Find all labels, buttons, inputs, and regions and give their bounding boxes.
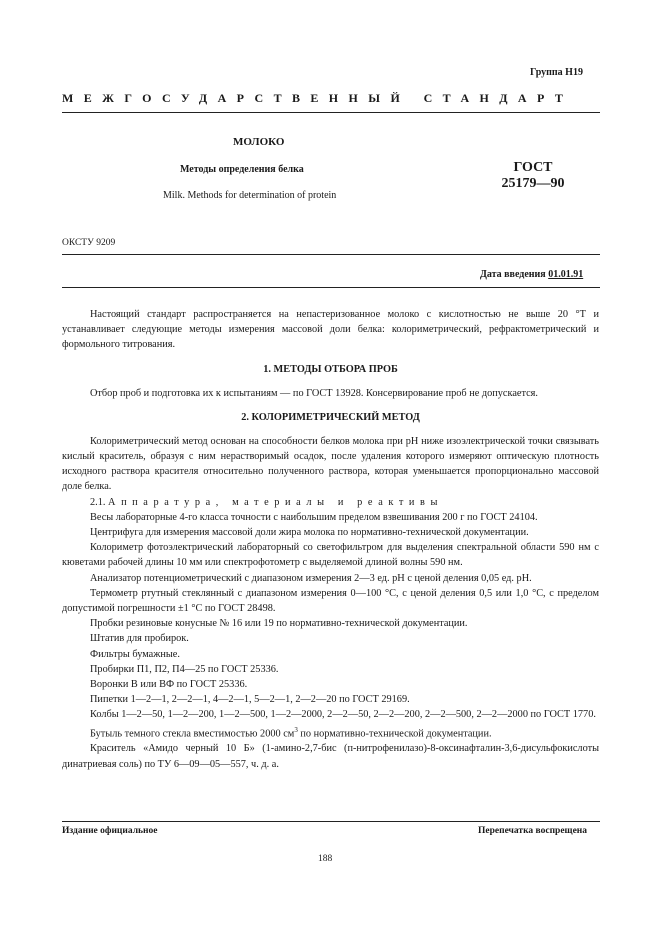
gost-code: 25179—90 (501, 176, 565, 191)
reprint-note: Перепечатка воспрещена (478, 826, 588, 836)
equipment-item: Воронки В или ВФ по ГОСТ 25336. (90, 679, 248, 691)
standard-banner: МЕЖГОСУДАРСТВЕННЫЙ СТАНДАРТ (62, 91, 574, 105)
equipment-item: Центрифуга для измерения массовой доли жира молока по нормативно-технической документации. (90, 527, 529, 539)
intro-paragraph: Настоящий стандарт распространяется на непастеризованное молоко с кислотностью не выше 20 °Т и устанавливает следующие методы измерения массовой доли белка: колориметрический, рефрактометрический и формольного титрования. (62, 309, 599, 351)
intro-date-value: 01.01.91 (548, 269, 584, 280)
okstu-divider (62, 254, 600, 255)
subsection-number: 2.1. (90, 496, 106, 508)
section-2-heading: 2. КОЛОРИМЕТРИЧЕСКИЙ МЕТОД (241, 411, 420, 423)
okstu-code: ОКСТУ 9209 (62, 238, 116, 248)
edition-note: Издание официальное (62, 826, 158, 836)
subsection-title: Аппаратура, материалы и реактивы (108, 496, 444, 508)
equipment-item: Колбы 1—2—50, 1—2—200, 1—2—500, 1—2—2000, 2—2—50, 2—2—200, 2—2—500, 2—2—2000 по ГОСТ 1770. (90, 709, 596, 721)
bottle-text: Бутыль темного стекла вместимостью 2000 см (90, 728, 295, 740)
bottle-superscript: 3 (294, 725, 298, 734)
gost-number (500, 160, 566, 192)
section-1-heading: 1. МЕТОДЫ ОТБОРА ПРОБ (263, 363, 398, 375)
equipment-item-dye: Краситель «Амидо черный 10 Б» (1-амино-2,7-бис (п-нитрофенилазо)-8-оксинафталин-3,6-дисульфокислоты динатриевая соль) по ТУ 6—09—05—557, ч. д. а. (62, 743, 599, 770)
equipment-item: Фильтры бумажные. (90, 648, 180, 660)
document-body (62, 307, 599, 772)
top-divider (62, 112, 600, 113)
document-title: МОЛОКО (233, 136, 285, 148)
footer-divider (62, 821, 600, 822)
equipment-item: Штатив для пробирок. (90, 633, 189, 645)
gost-label: ГОСТ (513, 160, 553, 175)
page-number: 188 (318, 854, 333, 864)
equipment-item: Колориметр фотоэлектрический лабораторный со светофильтром для выделения спектральной области 590 нм с кюветами рабочей длины 10 мм или спектрофотометр с выделяемой длиной волны 590 нм. (62, 542, 599, 569)
equipment-item: Анализатор потенциометрический с диапазоном измерения 2—3 ед. pH с ценой деления 0,05 ед. pH. (90, 572, 532, 584)
intro-date-label: Дата введения (480, 269, 546, 280)
equipment-item: Пробки резиновые конусные № 16 или 19 по нормативно-технической документации. (90, 618, 468, 630)
date-divider (62, 287, 600, 288)
english-title: Milk. Methods for determination of protein (163, 190, 337, 201)
subsection-heading (62, 495, 599, 510)
section-2-paragraph: Колориметрический метод основан на способности белков молока при pH ниже изоэлектрической точки связывать кислый краситель, образуя с ним нерастворимый осадок, после удаления которого измеряют оптическую плотность исходного раствора красителя относительно полученного раствора, которая уменьшается пропорционально массовой доле белка. (62, 435, 599, 493)
equipment-item: Весы лабораторные 4-го класса точности с наибольшим пределом взвешивания 200 г по ГОСТ 24104. (90, 511, 538, 523)
bottle-tail: по нормативно-технической документации. (297, 728, 492, 740)
document-subtitle: Методы определения белка (180, 164, 304, 175)
intro-date (480, 269, 583, 280)
equipment-item: Пробирки П1, П2, П4—25 по ГОСТ 25336. (90, 663, 279, 675)
group-code: Группа Н19 (530, 67, 583, 78)
section-1-paragraph: Отбор проб и подготовка их к испытаниям — по ГОСТ 13928. Консервирование проб не допускается. (90, 387, 538, 399)
equipment-item: Пипетки 1—2—1, 2—2—1, 4—2—1, 5—2—1, 2—2—20 по ГОСТ 29169. (90, 694, 410, 706)
equipment-item-bottle (62, 723, 599, 742)
equipment-item: Термометр ртутный стеклянный с диапазоном измерения 0—100 °С, с ценой деления 0,5 или 1,0 °С, с пределом допустимой погрешности ±1 °С по ГОСТ 28498. (62, 587, 599, 615)
